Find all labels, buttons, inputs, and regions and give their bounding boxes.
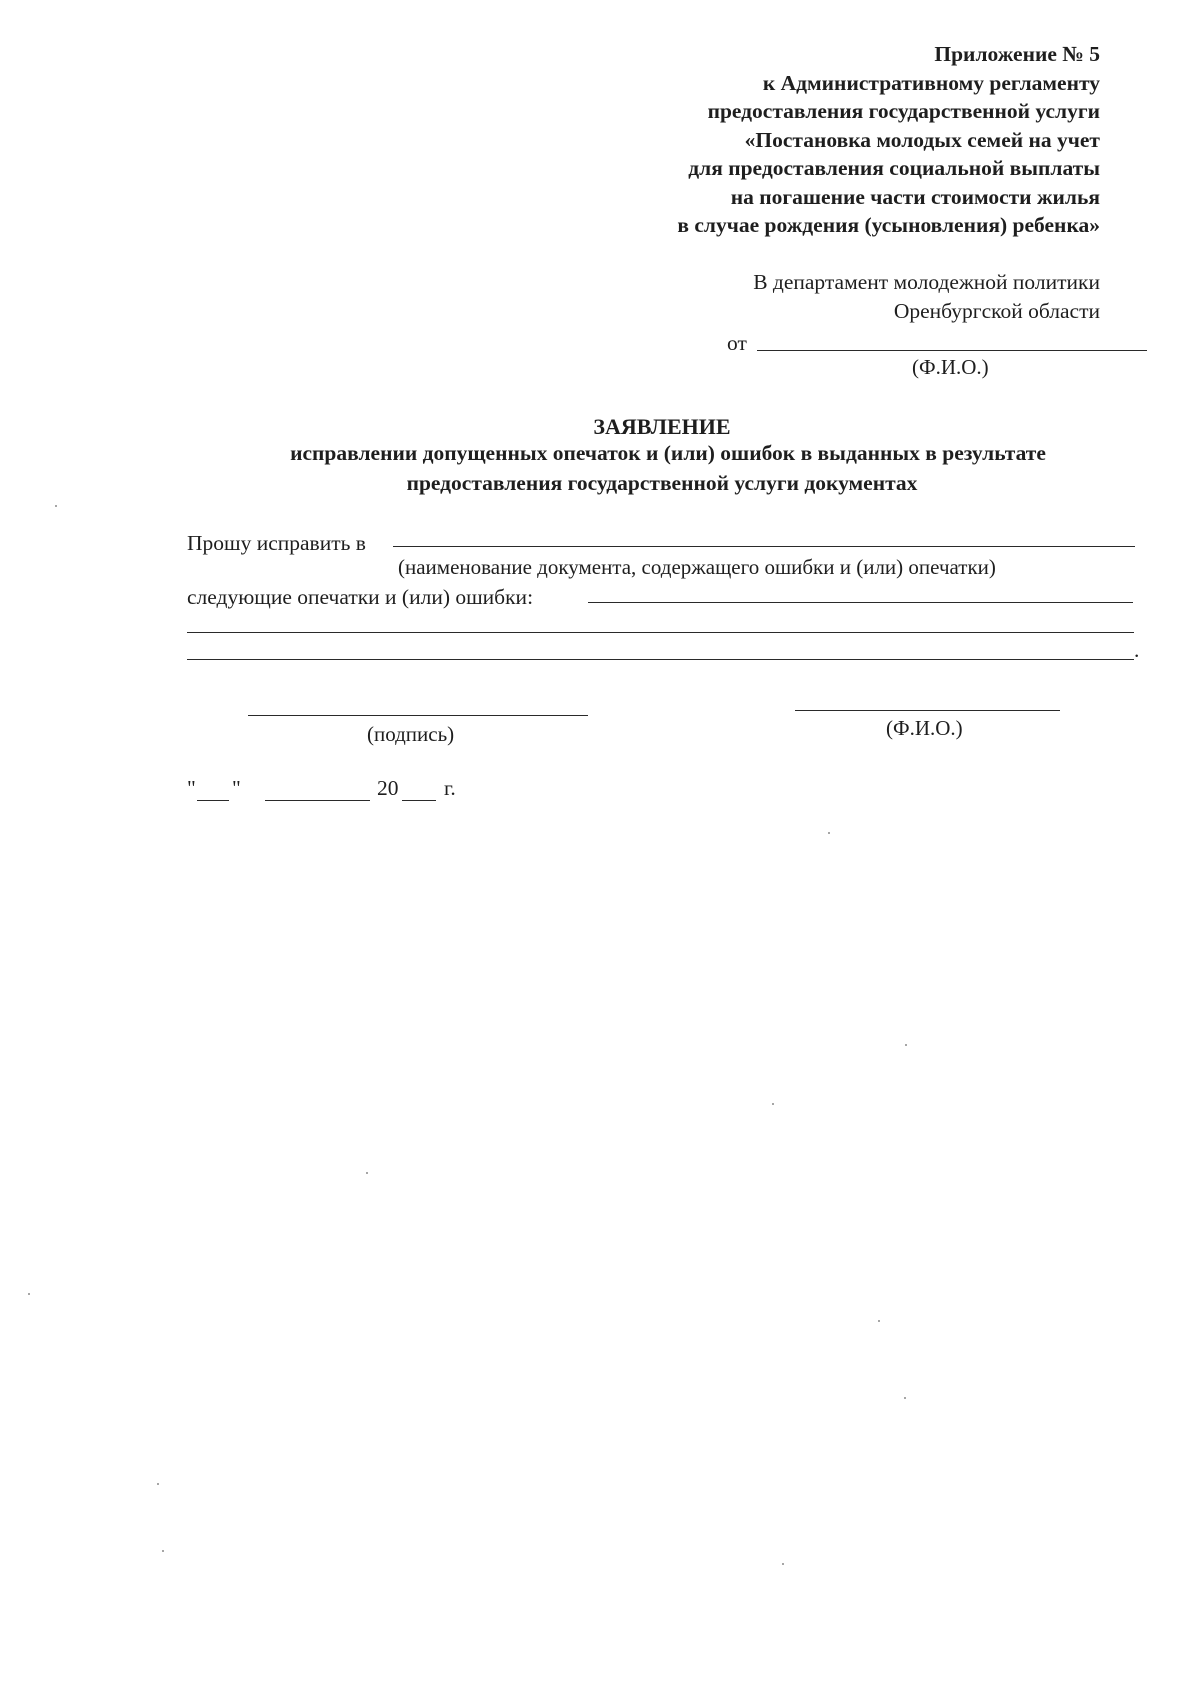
title-subline-2: предоставления государственной услуги документах	[406, 471, 918, 495]
from-fio-caption: (Ф.И.О.)	[912, 355, 989, 379]
page-title: ЗАЯВЛЕНИЕ	[593, 414, 731, 439]
request-label: Прошу исправить в	[187, 531, 366, 555]
appendix-line: предоставления государственной услуги	[707, 99, 1100, 123]
scan-speck	[772, 1103, 774, 1105]
scan-speck	[162, 1550, 164, 1552]
errors-field-line-3[interactable]	[187, 659, 1134, 660]
date-month-field[interactable]	[265, 800, 370, 801]
title-subline-1: исправлении допущенных опечаток и (или) ошибок в выданных в результате	[290, 441, 1046, 465]
scan-speck	[878, 1320, 880, 1322]
date-close-quote: "	[232, 776, 241, 800]
appendix-line: Приложение № 5	[934, 42, 1100, 66]
date-day-field[interactable]	[197, 800, 229, 801]
from-label: от	[727, 331, 747, 355]
scan-speck	[828, 832, 830, 834]
document-name-field[interactable]	[393, 546, 1135, 547]
recipient-line: В департамент молодежной политики	[753, 270, 1100, 294]
appendix-line: «Постановка молодых семей на учет	[744, 127, 1100, 152]
scan-speck	[366, 1172, 368, 1174]
recipient-block	[753, 268, 1100, 326]
appendix-line: в случае рождения (усыновления) ребенка»	[677, 213, 1100, 237]
signature-field[interactable]	[248, 715, 588, 716]
document-caption: (наименование документа, содержащего ошибки и (или) опечатки)	[398, 555, 996, 579]
errors-field-line-1[interactable]	[588, 602, 1133, 603]
errors-end-dot: .	[1134, 638, 1140, 662]
signature-fio-field[interactable]	[795, 710, 1060, 711]
scan-speck	[905, 1044, 907, 1046]
scan-speck	[55, 505, 57, 507]
from-fio-field[interactable]	[757, 350, 1147, 351]
date-year-suffix: г.	[444, 776, 456, 800]
recipient-line: Оренбургской области	[893, 299, 1100, 323]
appendix-line: для предоставления социальной выплаты	[688, 156, 1100, 180]
date-year-prefix: 20	[377, 776, 399, 800]
scan-speck	[904, 1397, 906, 1399]
scan-speck	[28, 1293, 30, 1295]
appendix-line: к Административному регламенту	[762, 70, 1100, 95]
errors-label: следующие опечатки и (или) ошибки:	[187, 585, 534, 609]
scan-speck	[157, 1483, 159, 1485]
date-open-quote: "	[187, 776, 196, 800]
appendix-line: на погашение части стоимости жилья	[730, 184, 1100, 209]
signature-caption: (подпись)	[367, 722, 455, 746]
date-year-field[interactable]	[402, 800, 436, 801]
scan-speck	[782, 1563, 784, 1565]
errors-field-line-2[interactable]	[187, 632, 1134, 633]
appendix-header	[400, 40, 1100, 240]
signature-fio-caption: (Ф.И.О.)	[886, 716, 963, 740]
